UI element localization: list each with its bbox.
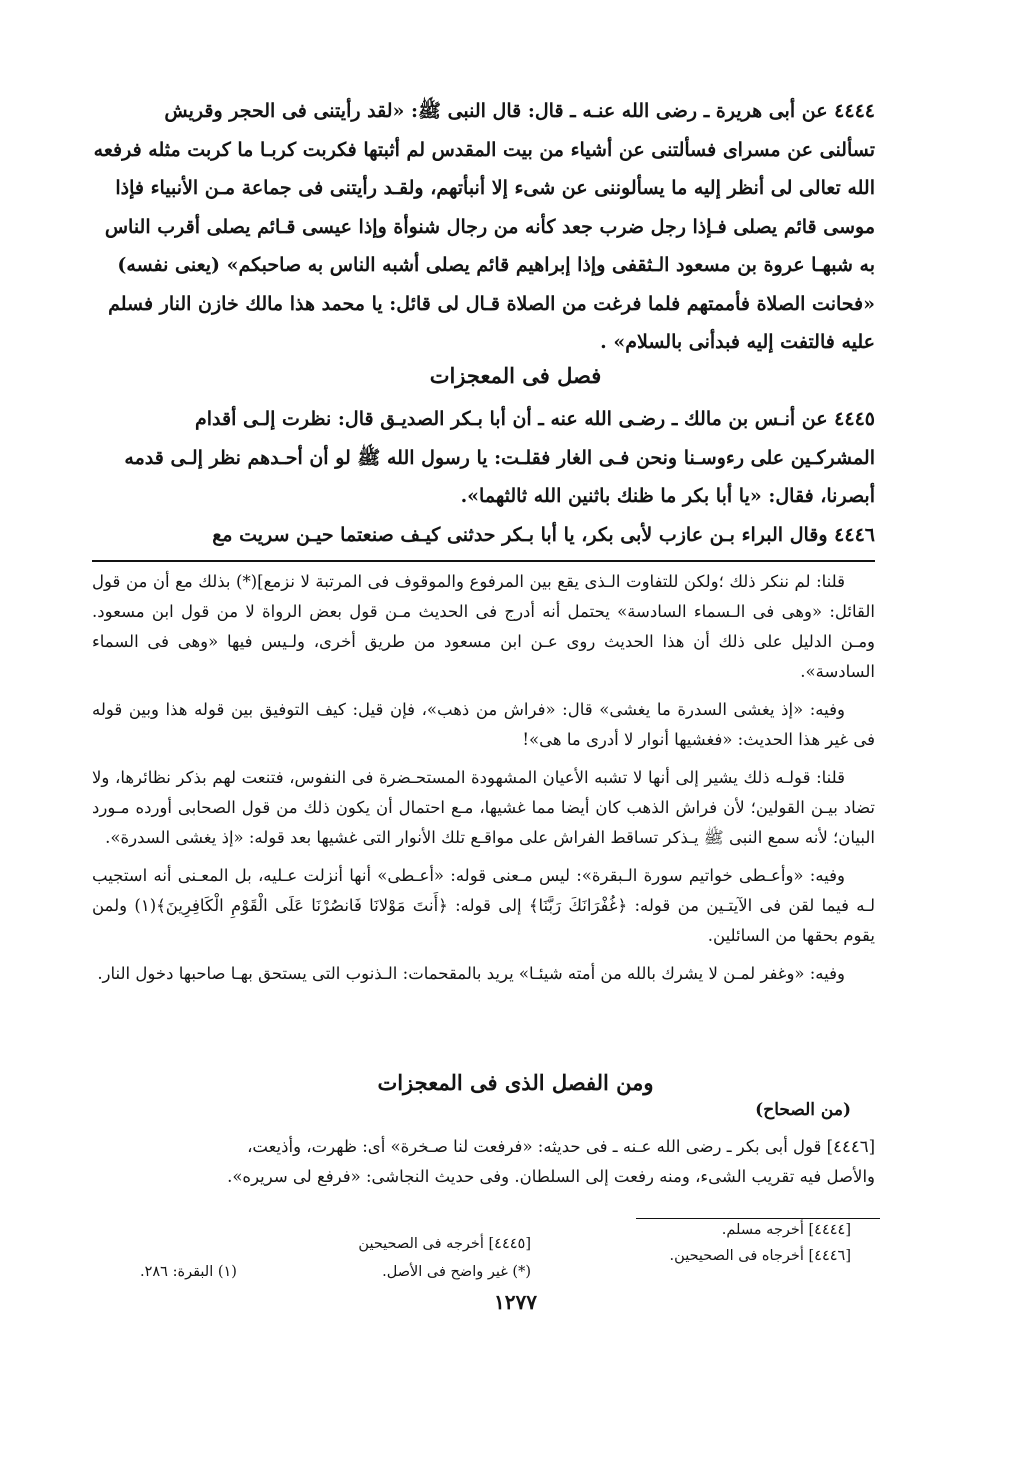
hadith-number: ٤٤٤٦ [834,524,875,546]
footnote-4445: [٤٤٤٥] أخرجه فى الصحيحين [358,1236,531,1252]
hadith-4444 [92,92,875,362]
commentary [92,567,875,997]
commentary-paragraph: وفيه: «وغفر لمـن لا يشرك بالله من أمته شيئـا» يريد بالمقحمات: الـذنوب التى يستحق بهـا صاحبها دخول النار. [97,964,845,983]
footnote-4444: [٤٤٤٤] أخرجه مسلم. [721,1222,851,1238]
hadith-number: ٤٤٤٥ [834,408,875,430]
hadith-4445 [92,400,875,516]
hadith-line: موسى قائم يصلى فـإذا رجل ضرب جعد كأنه من رجال شنوأة وإذا عيسى قـائم يصلى أقرب الناس [104,215,875,238]
separator-rule [92,560,875,562]
footnote-rule [636,1218,880,1219]
section-heading-miracles: فصل فى المعجزات [429,363,602,388]
section-heading-chapter: ومن الفصل الذى فى المعجزات [377,1070,654,1095]
page-number: ١٢٧٧ [494,1290,537,1314]
commentary-paragraph: قلنا: لم ننكر ذلك ؛ولكن للتفاوت الـذى يقع بين المرفوع والموقوف فى المرتبة لا نزمع](*) بذلك مع أن من قول القائل: «وهى فى الـسماء السادسة» يحتمل أنه أدرج فى الحديث مـن قول بعض الرواة لا من قول ابن مسعود. ومـن الدليل على ذلك أن هذا الحديث روى عـن ابن مسعود من طريق أخرى، ولـيس فيها «وهى فى السماء السادسة». [92,572,876,681]
hadith-line: الله تعالى لى أنظر إليه ما يسألوننى عن شىء إلا أنبأتهم، ولقـد رأيتنى فى جماعة مـن الأنبياء فإذا [115,177,875,199]
commentary-paragraph: وفيه: «وأعـطى خواتيم سورة الـبقرة»: ليس مـعنى قوله: «أعـطى» أنها أنزلت عـليه، بل المعـنى أنه استجيب لـه فيما لقن فى الآيتـين من قوله: ﴿غُفْرَانَكَ رَبَّنَا﴾ إلى قوله: ﴿أَنتَ مَوْلانَا فَانصُرْنَا عَلَى الْقَوْمِ الْكَافِرِينَ﴾(١) ولمن يقوم بحقها من السائلين. [92,866,876,945]
sihah-text [92,1132,875,1192]
hadith-line: «فحانت الصلاة فأممتهم فلما فرغت من الصلاة قـال لى قائل: يا محمد هذا مالك خازن النار فسلم [108,292,875,315]
footnote-quran-ref: (١) البقرة: ٢٨٦. [140,1264,237,1280]
commentary-paragraph: وفيه: «إذ يغشى السدرة ما يغشى» قال: «فراش من ذهب»، فإن قيل: كيف التوفيق بين قوله هذا وبين قوله فى غير هذا الحديث: «فغشيها أنوار لا أدرى ما هى»! [92,700,875,749]
hadith-line: به شبهـا عروة بن مسعود الـثقفى وإذا إبراهيم قائم يصلى أشبه الناس به صاحبكم» (يعنى نفسه) [117,254,875,276]
hadith-line: عليه فالتفت إليه فبدأنى بالسلام» . [600,331,875,353]
hadith-4446 [92,516,875,555]
commentary-paragraph: قلنا: قولـه ذلك يشير إلى أنها لا تشبه الأعيان المشهودة المستحـضرة فى النفوس، فتنعت لهم بذكر نظائرها، ولا تضاد بيـن القولين؛ لأن فراش الذهب كان أيضا مما غشيها، مـع احتمال أن يكون ذلك من قول الصحابى أورده مـورد البيان؛ لأنه سمع النبى ﷺ يـذكر تساقط الفراش على مواقـع تلك الأنوار التى غشيها بعد قوله: «إذ يغشى السدرة». [92,768,876,847]
hadith-line: المشركـين على رءوسـنا ونحن فـى الغار فقلـت: يا رسول الله ﷺ لو أن أحـدهم نظر إلـى قدمه [124,446,875,469]
footnote-asterisk: (*) غير واضح فى الأصل. [382,1264,531,1280]
sihah-line: [٤٤٤٦] قول أبى بكر ـ رضى الله عـنه ـ فى حديثه: «فرفعت لنا صـخرة» أى: ظهرت، وأذيعت، [247,1137,875,1156]
sub-heading-sihah: (من الصحاح) [755,1100,851,1120]
hadith-line: ٤٤٤٤ عن أبى هريرة ـ رضى الله عنـه ـ قال: قال النبى ﷺ: «لقد رأيتنى فى الحجر وقريش [164,100,875,122]
hadith-number: ٤٤٤٤ [834,100,875,122]
hadith-line: ٤٤٤٦ وقال البراء بـن عازب لأبى بكر، يا أبا بـكر حدثنى كيـف صنعتما حيـن سريت مع [212,524,875,546]
hadith-line: ٤٤٤٥ عن أنـس بن مالك ـ رضـى الله عنه ـ أن أبا بـكر الصديـق قال: نظرت إلـى أقدام [194,408,875,430]
footnote-4446: [٤٤٤٦] أخرجاه فى الصحيحين. [669,1248,851,1264]
hadith-line: أبصرنا، فقال: «يا أبا بكر ما ظنك باثنين الله ثالثهما». [460,485,875,507]
sihah-line: والأصل فيه تقريب الشىء، ومنه رفعت إلى السلطان. وفى حديث النجاشى: «فرفع لى سريره». [227,1167,875,1186]
hadith-line: تسألنى عن مسراى فسألتنى عن أشياء من بيت المقدس لم أثبتها فكربت كربـا ما كربت مثله فرفعه [93,138,875,161]
